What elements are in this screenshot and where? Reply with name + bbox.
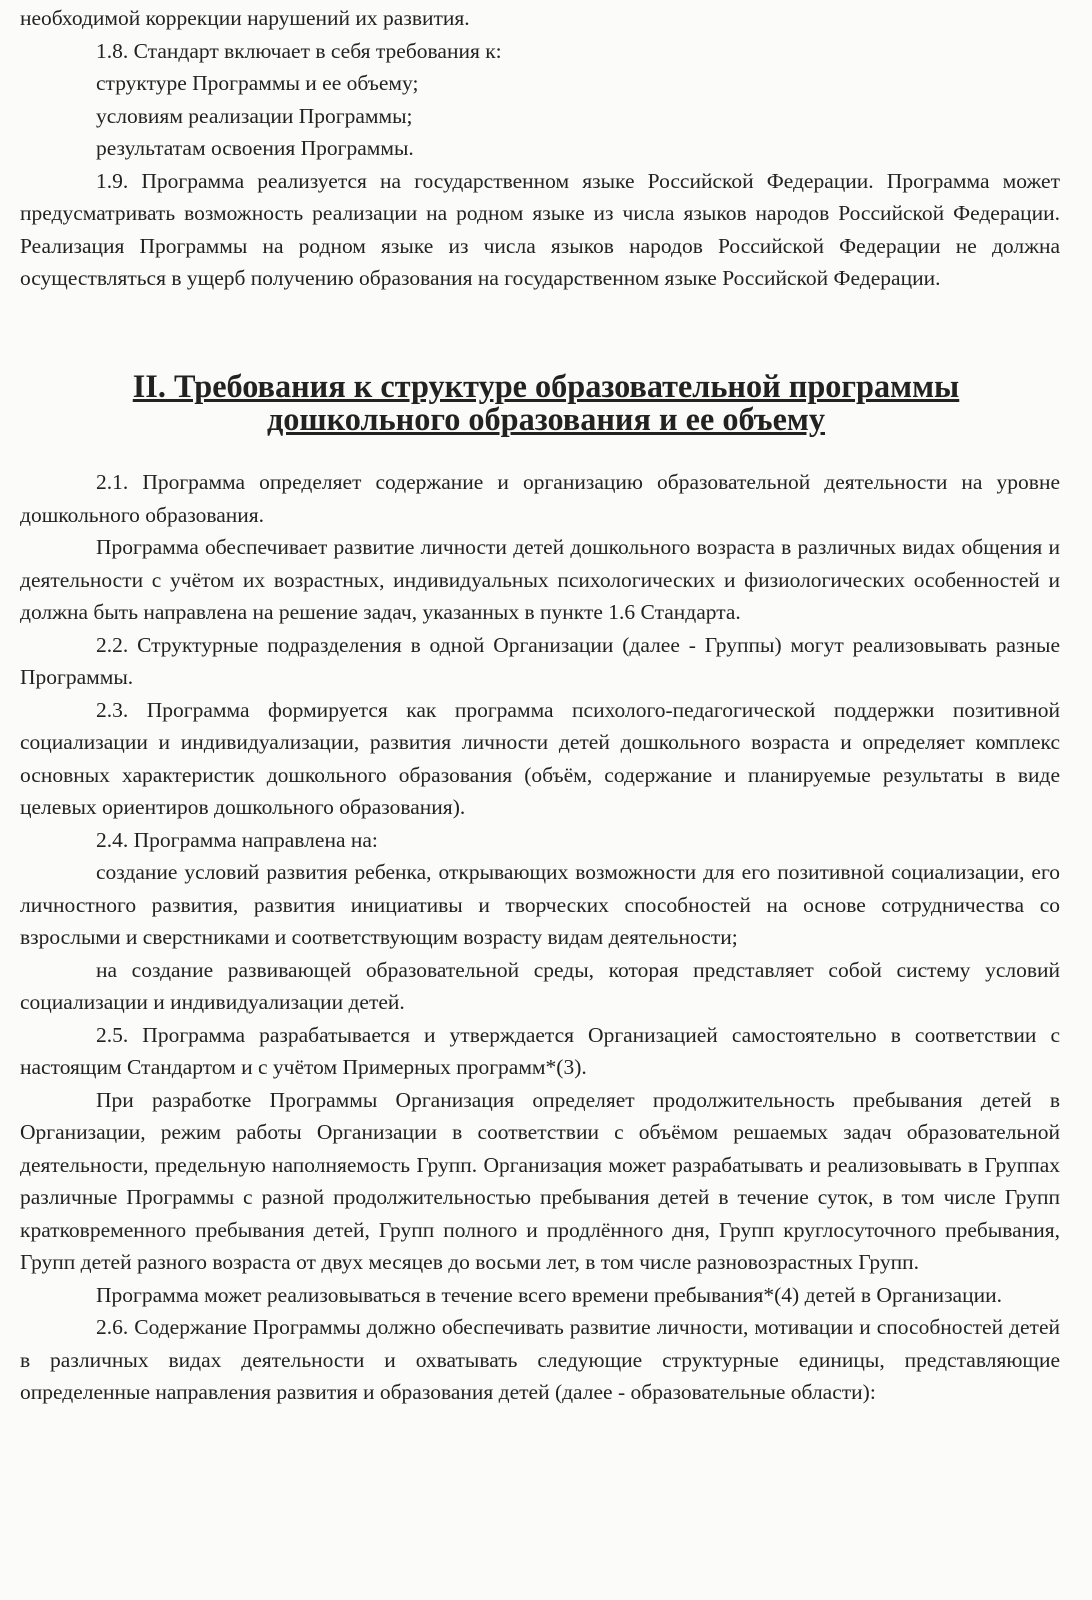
paragraph-2-1: 2.1. Программа определяет содержание и организацию образовательной деятельности на уровне дошкольного образования. [20,470,1060,527]
list-item-results: результатам освоения Программы. [96,136,414,160]
paragraph-2-5: 2.5. Программа разрабатывается и утверждается Организацией самостоятельно в соответствии с настоящим Стандартом и с учётом Примерных программ*(3). [20,1022,1060,1079]
paragraph-continuation: необходимой коррекции нарушений их развития. [20,6,470,30]
body-text-block [20,466,1060,1409]
paragraph-2-5-c: Программа может реализовываться в течение всего времени пребывания*(4) детей в Организации. [96,1282,1002,1307]
list-item-structure: структуре Программы и ее объему; [96,71,419,95]
paragraph-2-4-a: создание условий развития ребенка, открывающих возможности для его позитивной социализации, его личностного развития, развития инициативы и творческих способностей на основе сотрудничества со взрослыми и сверстниками и соответствующим возрасту видам деятельности; [20,860,1060,949]
paragraph-2-6: 2.6. Содержание Программы должно обеспечивать развитие личности, мотивации и способностей детей в различных видах деятельности и охватывать следующие структурные единицы, представляющие определенные направления развития и образования детей (далее - образовательные области): [20,1315,1060,1404]
section-heading: II. Требования к структуре образовательной программы дошкольного образования и ее объему [132,368,960,437]
paragraph-1-9: 1.9. Программа реализуется на государственном языке Российской Федерации. Программа может предусматривать возможность реализации на родном языке из числа языков народов Российской Федерации. Реализация Программы на родном языке из числа языков народов Российской Федерации не должна осуществляться в ущерб получению образования на государственном языке Российской Федерации. [20,168,1060,290]
top-text-block [20,2,1060,295]
list-item-conditions: условиям реализации Программы; [96,103,413,128]
paragraph-2-4: 2.4. Программа направлена на: [96,827,378,852]
paragraph-2-1-b: Программа обеспечивает развитие личности детей дошкольного возраста в различных видах общения и деятельности с учётом их возрастных, индивидуальных психологических и физиологических особенностей и должна быть направлена на решение задач, указанных в пункте 1.6 Стандарта. [20,535,1060,624]
paragraph-2-4-b: на создание развивающей образовательной среды, которая представляет собой систему условий социализации и индивидуализации детей. [20,957,1060,1014]
paragraph-1-8: 1.8. Стандарт включает в себя требования к: [96,38,502,63]
paragraph-2-3: 2.3. Программа формируется как программа психолого-педагогической поддержки позитивной социализации и индивидуализации, развития личности детей дошкольного возраста и определяет комплекс основных характеристик дошкольного образования (объём, содержание и планируемые результаты в виде целевых ориентиров дошкольного образования). [20,697,1060,819]
paragraph-2-2: 2.2. Структурные подразделения в одной Организации (далее - Группы) могут реализовывать разные Программы. [20,632,1060,689]
paragraph-2-5-b: При разработке Программы Организация определяет продолжительность пребывания детей в Организации, режим работы Организации в соответствии с объёмом решаемых задач образовательной деятельности, предельную наполняемость Групп. Организация может разрабатывать и реализовывать в Группах различные Программы с разной продолжительностью пребывания детей в течение суток, в том числе Групп кратковременного пребывания детей, Групп полного и продлённого дня, Групп круглосуточного пребывания, Групп детей разного возраста от двух месяцев до восьми лет, в том числе разновозрастных Групп. [20,1087,1060,1274]
